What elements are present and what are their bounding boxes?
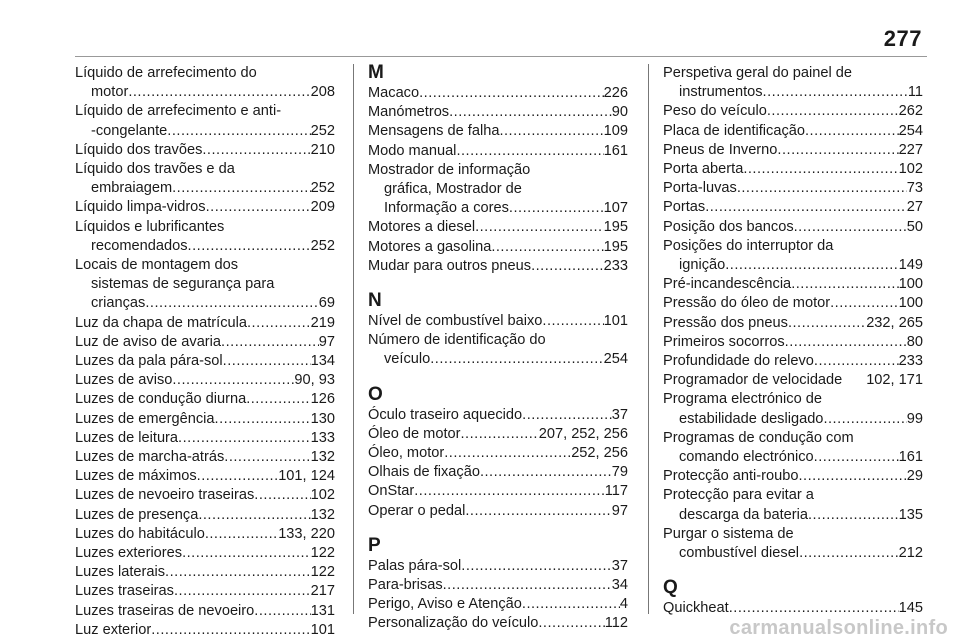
index-entry-text: Óleo, motor	[368, 445, 445, 462]
index-entry	[368, 331, 628, 369]
index-entry	[75, 506, 335, 525]
index-entry-text: Pressão do óleo de motor	[663, 295, 831, 312]
dot-leader	[444, 444, 571, 463]
index-page-numbers: 112	[604, 615, 628, 632]
dot-leader	[767, 102, 899, 121]
index-entry-text: Luzes de presença	[75, 506, 199, 523]
index-entry-text: Líquido dos travões e da	[75, 161, 235, 178]
index-entry-text: Líquidos e lubrificantes	[75, 218, 225, 235]
index-entry	[368, 161, 628, 219]
index-entry	[368, 502, 628, 521]
dot-leader	[172, 371, 294, 390]
column-divider	[353, 64, 354, 614]
index-entry	[368, 142, 628, 161]
index-entry-text: Luzes de máximos	[75, 468, 197, 485]
index-entry	[368, 482, 628, 501]
index-page-numbers: 135	[898, 506, 923, 523]
dot-leader	[145, 294, 318, 313]
dot-leader	[461, 557, 611, 576]
index-entry-text: Posição dos bancos	[663, 218, 794, 235]
index-page-numbers: 212	[898, 545, 923, 562]
index-letter-heading: N	[368, 290, 382, 312]
index-entry-text: Luzes de nevoeiro traseiras	[75, 487, 255, 504]
index-entry	[75, 218, 335, 256]
index-entry-text: Porta aberta	[663, 161, 744, 178]
index-entry	[368, 406, 628, 425]
index-entry-text: Luzes de condução diurna	[75, 391, 247, 408]
index-entry	[75, 314, 335, 333]
index-page-numbers: 232, 265	[866, 314, 923, 331]
index-entry	[75, 525, 335, 544]
index-entry-text: Modo manual	[368, 142, 457, 159]
dot-leader	[480, 463, 612, 482]
index-page-numbers: 97	[611, 502, 628, 519]
index-entry-text: Macaco	[368, 85, 420, 101]
index-entry	[663, 429, 923, 467]
index-entry	[75, 333, 335, 352]
index-page-numbers: 101	[310, 621, 335, 638]
index-page-numbers: 90	[611, 104, 628, 121]
index-entry-text: Primeiros socorros	[663, 333, 785, 350]
dot-leader	[254, 486, 310, 505]
index-page-numbers: 122	[310, 545, 335, 562]
index-entry	[75, 141, 335, 160]
dot-leader	[814, 448, 899, 467]
index-page-numbers: 37	[611, 406, 628, 423]
index-entry-text: Nível de combustível baixo	[368, 313, 543, 330]
index-page-numbers: 233	[898, 353, 923, 370]
index-page-numbers: 233	[603, 257, 628, 274]
dot-leader	[198, 506, 310, 525]
index-page-numbers: 131	[310, 602, 335, 619]
dot-leader	[830, 294, 899, 313]
index-entry-text: Luzes traseiras	[75, 583, 174, 600]
index-entry-text: Profundidade do relevo	[663, 353, 814, 370]
index-entry-text: Luzes de emergência	[75, 410, 215, 427]
index-entry	[75, 486, 335, 505]
index-entry-text: Operar o pedal	[368, 502, 466, 519]
index-entry-text: Líquido de arrefecimento e anti-	[75, 103, 282, 120]
dot-leader	[165, 563, 311, 582]
index-page-numbers: 145	[898, 600, 923, 617]
index-entry-text: Quickheat	[663, 600, 729, 617]
index-entry-text: Luzes de aviso	[75, 372, 173, 389]
dot-leader	[443, 576, 612, 595]
dot-leader	[522, 406, 612, 425]
index-entry	[368, 557, 628, 576]
index-entry	[368, 444, 628, 463]
index-column-1	[75, 64, 335, 640]
index-entry-text: recomendados	[91, 237, 188, 254]
index-entry	[75, 467, 335, 486]
index-entry	[368, 425, 628, 444]
index-page-numbers: 90, 93	[294, 372, 335, 389]
index-entry-text: Peso do veículo	[663, 103, 767, 120]
dot-leader	[223, 352, 311, 371]
watermark: carmanualsonline.info	[729, 617, 948, 639]
index-entry-text: Portas	[663, 199, 706, 216]
index-entry-text: combustível diesel	[679, 545, 800, 562]
dot-leader	[430, 350, 603, 369]
index-entry-text: Locais de montagem dos	[75, 257, 239, 274]
index-page-numbers: 79	[611, 464, 628, 481]
dot-leader	[419, 84, 604, 103]
index-page-numbers: 209	[310, 199, 335, 216]
index-page-numbers: 73	[906, 180, 923, 197]
index-entry	[663, 64, 923, 102]
index-page-numbers: 122	[310, 564, 335, 581]
index-column-3	[663, 64, 923, 618]
index-entry-text: Luzes de marcha-atrás	[75, 449, 225, 466]
index-entry-text: ignição	[679, 257, 726, 274]
index-entry	[663, 486, 923, 524]
index-entry-text: Mensagens de falha	[368, 123, 500, 140]
index-page-numbers: 102, 171	[866, 372, 923, 389]
index-letter-heading: Q	[663, 577, 678, 599]
index-entry-text: instrumentos	[679, 84, 763, 101]
index-page-numbers: 102	[310, 487, 335, 504]
index-entry	[75, 582, 335, 601]
index-page-numbers: 161	[898, 449, 923, 466]
index-entry	[663, 218, 923, 237]
dot-leader	[491, 238, 603, 257]
index-entry-text: veículo	[384, 351, 431, 368]
dot-leader	[254, 602, 310, 621]
index-entry	[75, 352, 335, 371]
dot-leader	[460, 425, 538, 444]
index-entry-text: Placa de identificação	[663, 122, 805, 139]
index-entry-text: Personalização do veículo	[368, 615, 539, 632]
index-entry	[368, 84, 628, 103]
index-entry	[75, 448, 335, 467]
index-entry-text: Luzes laterais	[75, 564, 166, 581]
index-entry-text: Líquido limpa-vidros	[75, 199, 206, 216]
page-number: 277	[883, 26, 922, 51]
index-entry-text: Luzes da pala pára-sol	[75, 353, 223, 370]
dot-leader	[743, 160, 898, 179]
index-page-numbers: 207, 252, 256	[538, 425, 628, 442]
index-letter-heading: M	[368, 62, 384, 83]
index-entry-text: Pré-incandescência	[663, 276, 792, 293]
index-page-numbers: 219	[310, 314, 335, 331]
dot-leader	[785, 333, 907, 352]
index-entry	[663, 333, 923, 352]
index-entry	[368, 463, 628, 482]
dot-leader	[522, 595, 620, 614]
index-entry-text: comando electrónico	[679, 449, 814, 466]
index-page-numbers: 29	[906, 468, 923, 485]
index-page-numbers: 208	[310, 84, 335, 101]
dot-leader	[246, 390, 310, 409]
dot-leader	[499, 122, 603, 141]
index-entry-text: Palas pára-sol	[368, 557, 462, 574]
dot-leader	[475, 218, 604, 237]
index-entry	[368, 238, 628, 257]
index-entry-text: -congelante	[91, 122, 168, 139]
index-entry	[368, 218, 628, 237]
index-page-numbers: 99	[906, 410, 923, 427]
dot-leader	[531, 257, 604, 276]
index-column-2	[368, 64, 628, 634]
header-rule	[75, 56, 927, 57]
dot-leader	[725, 256, 898, 275]
index-entry	[75, 602, 335, 621]
index-entry-text: crianças	[91, 295, 146, 312]
index-entry-text: Programa electrónico de	[663, 391, 822, 408]
index-entry-text: Perigo, Aviso e Atenção	[368, 596, 522, 613]
index-entry	[663, 237, 923, 275]
index-page-numbers: 161	[603, 142, 628, 159]
dot-leader	[197, 467, 279, 486]
index-page-numbers: 149	[898, 257, 923, 274]
dot-leader	[449, 103, 612, 122]
dot-leader	[182, 544, 311, 563]
dot-leader	[777, 141, 898, 160]
index-page-numbers: 252	[310, 122, 335, 139]
index-entry-text: Luzes traseiras de nevoeiro	[75, 602, 255, 619]
dot-leader	[178, 429, 311, 448]
dot-leader	[823, 410, 906, 429]
index-entry	[663, 599, 923, 618]
index-entry	[663, 371, 923, 390]
index-page-numbers: 262	[898, 103, 923, 120]
index-entry	[368, 103, 628, 122]
index-page-numbers: 133	[310, 429, 335, 446]
index-entry-text: OnStar	[368, 483, 415, 500]
index-entry-text: Motores a diesel	[368, 219, 476, 236]
index-entry-text: estabilidade desligado	[679, 410, 824, 427]
dot-leader	[205, 525, 278, 544]
dot-leader	[798, 467, 906, 486]
index-page-numbers: 27	[906, 199, 923, 216]
index-page-numbers: 4	[619, 596, 628, 613]
index-entry	[663, 179, 923, 198]
dot-leader	[509, 199, 604, 218]
index-entry-text: Pneus de Inverno	[663, 141, 778, 158]
index-entry	[75, 390, 335, 409]
index-page-numbers: 117	[604, 483, 628, 500]
index-entry-text: Número de identificação do	[368, 332, 546, 349]
index-entry	[368, 614, 628, 633]
dot-leader	[174, 582, 311, 601]
index-page-numbers: 195	[603, 238, 628, 255]
index-entry	[368, 257, 628, 276]
index-entry-text: Protecção anti-roubo	[663, 468, 799, 485]
index-page-numbers: 252	[310, 237, 335, 254]
dot-leader	[538, 614, 604, 633]
dot-leader	[763, 83, 908, 102]
index-entry-text: Programador de velocidade	[663, 372, 843, 389]
index-entry-text: Olhais de fixação	[368, 464, 480, 481]
index-entry	[75, 160, 335, 198]
index-entry-text: Luzes exteriores	[75, 545, 183, 562]
dot-leader	[202, 141, 310, 160]
index-entry	[663, 160, 923, 179]
index-entry-text: Líquido dos travões	[75, 141, 203, 158]
index-entry-text: Óleo de motor	[368, 425, 461, 442]
index-entry	[75, 563, 335, 582]
index-entry	[663, 467, 923, 486]
dot-leader	[737, 179, 907, 198]
index-page-numbers: 226	[603, 85, 628, 101]
index-page-numbers: 254	[603, 351, 628, 368]
index-letter-heading: P	[368, 534, 381, 556]
index-page-numbers: 107	[603, 200, 628, 217]
index-page-numbers: 50	[906, 218, 923, 235]
index-page-numbers: 101	[603, 313, 628, 330]
index-page-numbers: 69	[318, 295, 335, 312]
dot-leader	[791, 275, 898, 294]
index-page-numbers: 97	[318, 333, 335, 350]
index-page-numbers: 210	[310, 141, 335, 158]
index-page-numbers: 100	[898, 295, 923, 312]
dot-leader	[188, 237, 311, 256]
index-entry	[663, 198, 923, 217]
index-page-numbers: 132	[310, 506, 335, 523]
index-entry	[75, 102, 335, 140]
dot-leader	[729, 599, 899, 618]
index-entry	[663, 352, 923, 371]
dot-leader	[167, 122, 310, 141]
index-page-numbers: 100	[898, 276, 923, 293]
dot-leader	[206, 198, 311, 217]
index-page-numbers: 102	[898, 161, 923, 178]
index-page-numbers: 37	[611, 557, 628, 574]
index-page-numbers: 252, 256	[571, 445, 628, 462]
dot-leader	[542, 312, 603, 331]
index-entry	[663, 294, 923, 313]
index-entry-text: Óculo traseiro aquecido	[368, 406, 523, 423]
index-entry-text: Manómetros	[368, 104, 450, 121]
dot-leader	[456, 142, 603, 161]
index-entry-text: Protecção para evitar a	[663, 487, 814, 504]
column-divider	[648, 64, 649, 614]
index-entry-text: motor	[91, 84, 129, 101]
dot-leader	[128, 83, 310, 102]
index-entry	[75, 429, 335, 448]
dot-leader	[215, 410, 311, 429]
index-entry-text: Posições do interruptor da	[663, 237, 834, 254]
index-entry-text: Pressão dos pneus	[663, 314, 788, 331]
index-page-numbers: 126	[310, 391, 335, 408]
dot-leader	[788, 314, 866, 333]
index-entry-text: sistemas de segurança para	[91, 276, 275, 293]
index-entry	[75, 621, 335, 640]
dot-leader	[814, 352, 899, 371]
index-page-numbers: 133, 220	[278, 525, 335, 542]
index-entry	[663, 122, 923, 141]
index-page-numbers: 254	[898, 122, 923, 139]
index-entry	[663, 525, 923, 563]
index-entry-text: descarga da bateria	[679, 506, 808, 523]
dot-leader	[465, 502, 611, 521]
index-entry-text: Líquido de arrefecimento do	[75, 65, 257, 81]
index-entry	[368, 595, 628, 614]
index-entry-text: Perspetiva geral do painel de	[663, 65, 853, 81]
index-entry	[75, 256, 335, 314]
index-entry	[75, 371, 335, 390]
index-page-numbers: 34	[611, 577, 628, 594]
index-entry	[75, 64, 335, 102]
dot-leader	[794, 218, 907, 237]
dot-leader	[414, 482, 605, 501]
index-entry	[663, 102, 923, 121]
index-entry-text: Luzes do habitáculo	[75, 525, 205, 542]
index-entry-text: Porta-luvas	[663, 180, 737, 197]
index-entry-text: gráfica, Mostrador de	[384, 181, 522, 198]
dot-leader	[808, 506, 899, 525]
dot-leader	[799, 544, 899, 563]
index-entry-text: Luz de aviso de avaria	[75, 333, 222, 350]
index-entry-text: Mostrador de informação	[368, 161, 531, 178]
index-page-numbers: 80	[906, 333, 923, 350]
index-entry	[368, 312, 628, 331]
dot-leader	[224, 448, 310, 467]
index-entry	[663, 275, 923, 294]
index-page-numbers: 132	[310, 449, 335, 466]
dot-leader	[221, 333, 319, 352]
index-entry-text: embraiagem	[91, 180, 173, 197]
index-entry-text: Programas de condução com	[663, 429, 854, 446]
index-entry	[75, 410, 335, 429]
index-entry-text: Motores a gasolina	[368, 238, 492, 255]
index-entry-text: Luzes de leitura	[75, 429, 179, 446]
index-entry-text: Para-brisas	[368, 577, 443, 594]
dot-leader	[247, 314, 311, 333]
index-page-numbers: 227	[898, 141, 923, 158]
index-entry	[368, 122, 628, 141]
index-page-numbers: 109	[603, 123, 628, 140]
index-entry-text: Purgar o sistema de	[663, 525, 794, 542]
index-page-numbers: 195	[603, 219, 628, 236]
index-entry-text: Informação a cores	[384, 200, 509, 217]
index-entry	[663, 141, 923, 160]
index-letter-heading: O	[368, 383, 383, 405]
index-entry	[75, 544, 335, 563]
dot-leader	[151, 621, 310, 640]
dot-leader	[805, 122, 899, 141]
index-page-numbers: 101, 124	[278, 468, 335, 485]
index-entry-text: Luz da chapa de matrícula	[75, 314, 247, 331]
index-entry	[663, 390, 923, 428]
index-page-numbers: 217	[310, 583, 335, 600]
index-page-numbers: 134	[310, 353, 335, 370]
index-entry	[663, 314, 923, 333]
dot-leader	[172, 179, 311, 198]
index-page-numbers: 130	[310, 410, 335, 427]
index-page-numbers: 11	[907, 84, 923, 101]
dot-leader	[705, 198, 907, 217]
index-entry	[75, 198, 335, 217]
index-entry-text: Mudar para outros pneus	[368, 257, 532, 274]
index-page-numbers: 252	[310, 180, 335, 197]
index-entry	[368, 576, 628, 595]
index-entry-text: Luz exterior	[75, 621, 152, 638]
